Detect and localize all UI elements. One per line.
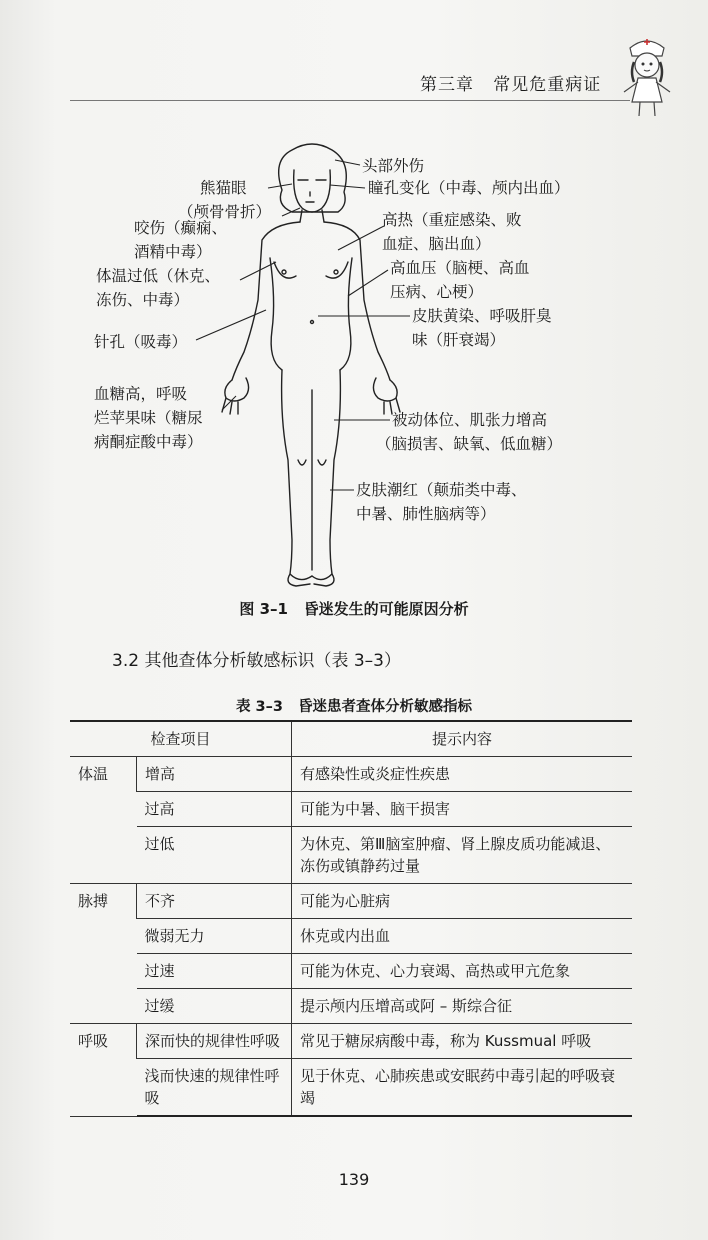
- item-cell: 增高: [137, 757, 292, 792]
- label-passive-2: （脑损害、缺氧、低血糖）: [376, 435, 563, 453]
- hint-cell: 提示颅内压增高或阿 – 斯综合征: [292, 989, 633, 1024]
- label-hyperglycemia-2: 烂苹果味（糖尿: [94, 409, 203, 427]
- table-header-row: [70, 721, 632, 757]
- label-hyperglycemia-1: 血糖高，呼吸: [94, 385, 188, 403]
- label-hyperglycemia-3: 病酮症酸中毒）: [94, 433, 203, 451]
- label-jaundice-1: 皮肤黄染、呼吸肝臭: [412, 307, 552, 325]
- item-cell: 过低: [137, 827, 292, 884]
- hint-cell: 可能为心脏病: [292, 884, 633, 919]
- section-heading: 3.2 其他查体分析敏感标识（表 3–3）: [112, 651, 401, 671]
- table-caption: 表 3–3 昏迷患者查体分析敏感指标: [235, 699, 473, 715]
- label-flush-1: 皮肤潮红（颠茄类中毒、: [356, 481, 527, 499]
- table-row: [70, 792, 632, 827]
- table-row: [70, 989, 632, 1024]
- table-row: [70, 827, 632, 884]
- item-cell: 过缓: [137, 989, 292, 1024]
- hint-cell: 常见于糖尿病酸中毒，称为 Kussmual 呼吸: [292, 1024, 633, 1059]
- header-hint: 提示内容: [292, 721, 633, 757]
- label-needle-mark: 针孔（吸毒）: [94, 333, 188, 351]
- label-low-temp-2: 冻伤、中毒）: [96, 291, 190, 309]
- item-cell: 深而快的规律性呼吸: [137, 1024, 292, 1059]
- hint-cell: 有感染性或炎症性疾患: [292, 757, 633, 792]
- item-cell: 不齐: [137, 884, 292, 919]
- label-panda-eye-1: 熊猫眼: [200, 179, 247, 197]
- label-pupil-change: 瞳孔变化（中毒、颅内出血）: [368, 179, 570, 197]
- table-row: [70, 757, 632, 792]
- label-head-trauma: 头部外伤: [362, 157, 425, 175]
- chapter-number: 第三章: [420, 75, 474, 95]
- label-hypertension-2: 压病、心梗）: [390, 283, 484, 301]
- hint-cell: 为休克、第Ⅲ脑室肿瘤、肾上腺皮质功能减退、冻伤或镇静药过量: [292, 827, 633, 884]
- hint-cell: 见于休克、心肺疾患或安眠药中毒引起的呼吸衰竭: [292, 1059, 633, 1117]
- chapter-title: 常见危重病证: [493, 75, 602, 95]
- table-row: [70, 1059, 632, 1117]
- hint-cell: 可能为休克、心力衰竭、高热或甲亢危象: [292, 954, 633, 989]
- label-fever-2: 血症、脑出血）: [382, 235, 491, 253]
- page-number: 139: [338, 1170, 370, 1189]
- item-cell: 过速: [137, 954, 292, 989]
- item-cell: 微弱无力: [137, 919, 292, 954]
- label-tongue-bite-2: 酒精中毒）: [134, 243, 212, 261]
- label-fever-1: 高热（重症感染、败: [382, 211, 522, 229]
- table-row: [70, 884, 632, 919]
- sensitive-index-table: [70, 720, 632, 1117]
- figure-caption: 图 3–1 昏迷发生的可能原因分析: [239, 600, 469, 618]
- table-row: [70, 1024, 632, 1059]
- item-cell: 浅而快速的规律性呼吸: [137, 1059, 292, 1117]
- table-row: [70, 954, 632, 989]
- label-hypertension-1: 高血压（脑梗、高血: [390, 259, 530, 277]
- label-low-temp-1: 体温过低（休克、: [96, 267, 221, 285]
- hint-cell: 可能为中暑、脑干损害: [292, 792, 633, 827]
- label-passive-1: 被动体位、肌张力增高: [392, 411, 548, 429]
- label-tongue-bite-1: 咬伤（癫痫、: [134, 219, 228, 237]
- label-flush-2: 中暑、肺性脑病等）: [356, 505, 496, 523]
- header-item: 检查项目: [70, 721, 292, 757]
- item-cell: 过高: [137, 792, 292, 827]
- table-row: [70, 919, 632, 954]
- category-cell: 脉搏: [70, 884, 137, 1024]
- hint-cell: 休克或内出血: [292, 919, 633, 954]
- category-cell: 呼吸: [70, 1024, 137, 1117]
- category-cell: 体温: [70, 757, 137, 884]
- label-jaundice-2: 味（肝衰竭）: [412, 331, 506, 349]
- label-panda-eye-2: （颅骨骨折）: [178, 203, 272, 221]
